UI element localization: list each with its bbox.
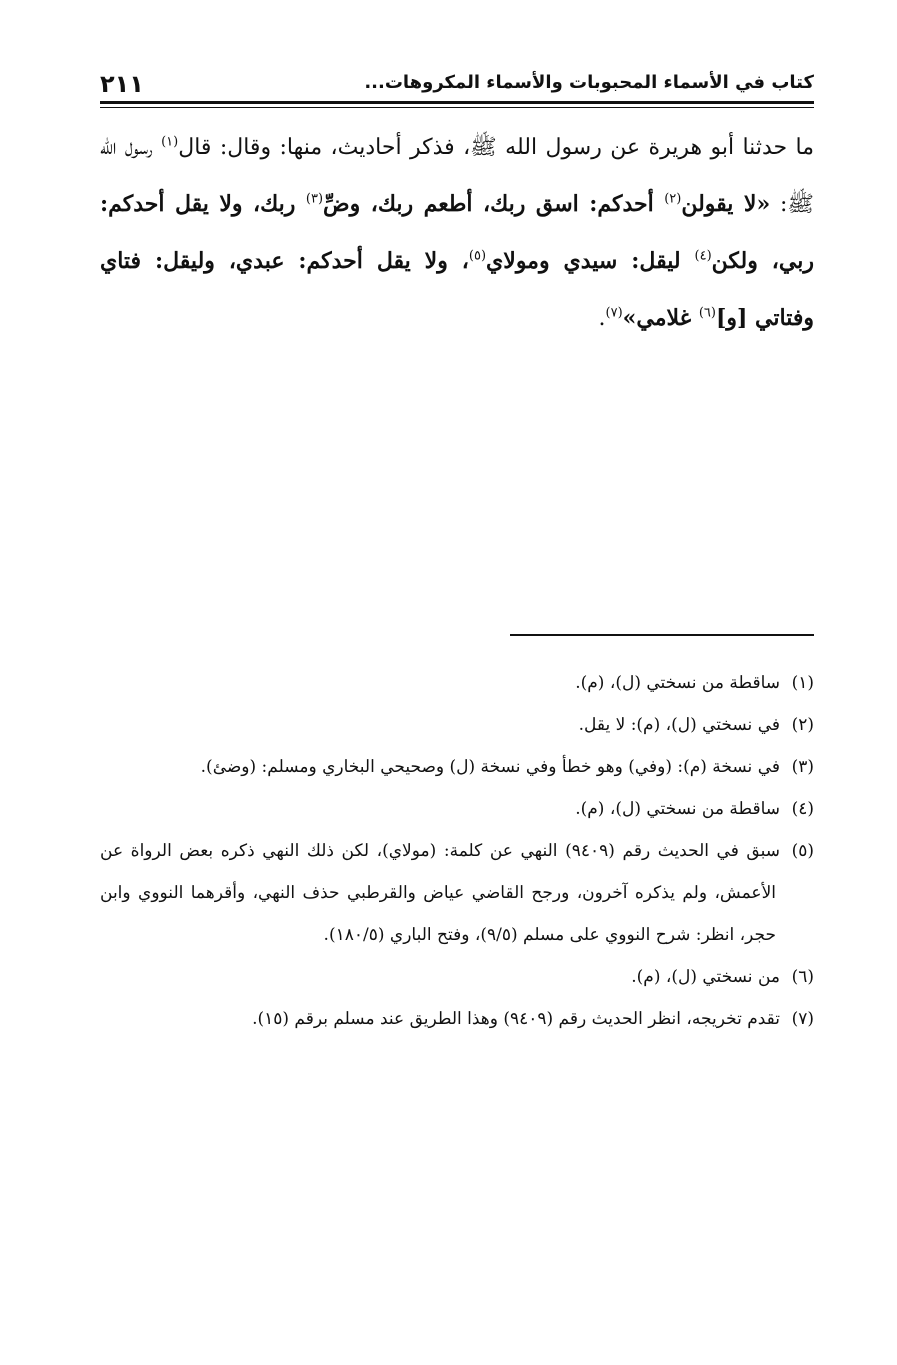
footnote-text: ساقطة من نسختي (ل)، (م). [575,673,780,693]
footnote-text: في نسخة (م): (وفي) وهو خطأ وفي نسخة (ل) وصحيحي البخاري ومسلم: (وضئ). [200,757,780,777]
hadith-text: «لا يقولن [681,191,771,217]
footnote-item [100,830,814,956]
footnote-item [100,704,814,746]
text-segment: . [598,306,606,331]
footnote-text: تقدم تخريجه، انظر الحديث رقم (٩٤٠٩) وهذا الطريق عند مسلم برقم (١٥). [252,1009,780,1029]
footnote-item [100,998,814,1040]
footnote-ref-2: (٢) [664,191,682,207]
hadith-text: ربك، ولا يقل أحدكم: ربي، ولكن [100,191,814,274]
hadith-text: أحدكم: اسق ربك، أطعم ربك، وضِّ [323,191,665,217]
hadith-text: ، ولا يقل أحدكم: عبدي، وليقل: فتاي وفتاتي [و] [100,248,814,331]
footnote-number: (٥) [791,841,814,861]
page-number: ٢١١ [100,70,144,98]
footnote-text: في نسختي (ل)، (م): لا يقل. [578,715,780,735]
footnote-number: (٧) [791,1009,814,1029]
hadith-text: ليقل: سيدي ومولاي [486,248,695,274]
footnote-ref-7: (٧) [605,305,623,321]
hadith-text: غلامي» [622,305,699,331]
footnotes-list [100,662,814,1040]
footnote-number: (٣) [791,757,814,777]
footnote-item [100,662,814,704]
footnote-ref-5: (٥) [468,248,487,264]
footnote-ref-3: (٣) [305,191,324,207]
footnote-text: ساقطة من نسختي (ل)، (م). [575,799,780,819]
footnote-ref-6: (٦) [698,305,716,321]
footnote-number: (٦) [791,967,814,987]
footnote-text: سبق في الحديث رقم (٩٤٠٩) النهي عن كلمة: (مولاي)، لكن ذلك النهي ذكره بعض الرواة عن الأعمش، ولم يذكره آخرون، ورجح القاضي عياض والقرطبي حذف النهي، وأقرهما النووي وابن حجر، انظر: شرح النووي على مسلم (٩/٥)، وفتح الباري (١٨٠/٥). [100,841,780,945]
main-text [100,120,814,347]
footnote-item [100,788,814,830]
header-rule-thin [100,107,814,108]
text-segment: ما حدثنا أبو هريرة عن رسول الله ﷺ، فذكر أحاديث، منها: وقال: قال [178,135,814,160]
footnote-number: (٢) [791,715,814,735]
footnote-number: (١) [791,673,814,693]
running-title: كتاب في الأسماء المحبوبات والأسماء المكروهات... [364,72,814,93]
footnote-item [100,746,814,788]
footnote-item [100,956,814,998]
page-header [100,70,814,104]
header-rule-thick [100,101,814,104]
footnote-separator [510,634,814,636]
footnote-text: من نسختي (ل)، (م). [631,967,780,987]
text-segment: رسول الله ﷺ: [100,135,815,217]
footnote-number: (٤) [791,799,814,819]
footnote-ref-4: (٤) [694,248,712,264]
footnote-ref-1: (١) [161,134,179,150]
